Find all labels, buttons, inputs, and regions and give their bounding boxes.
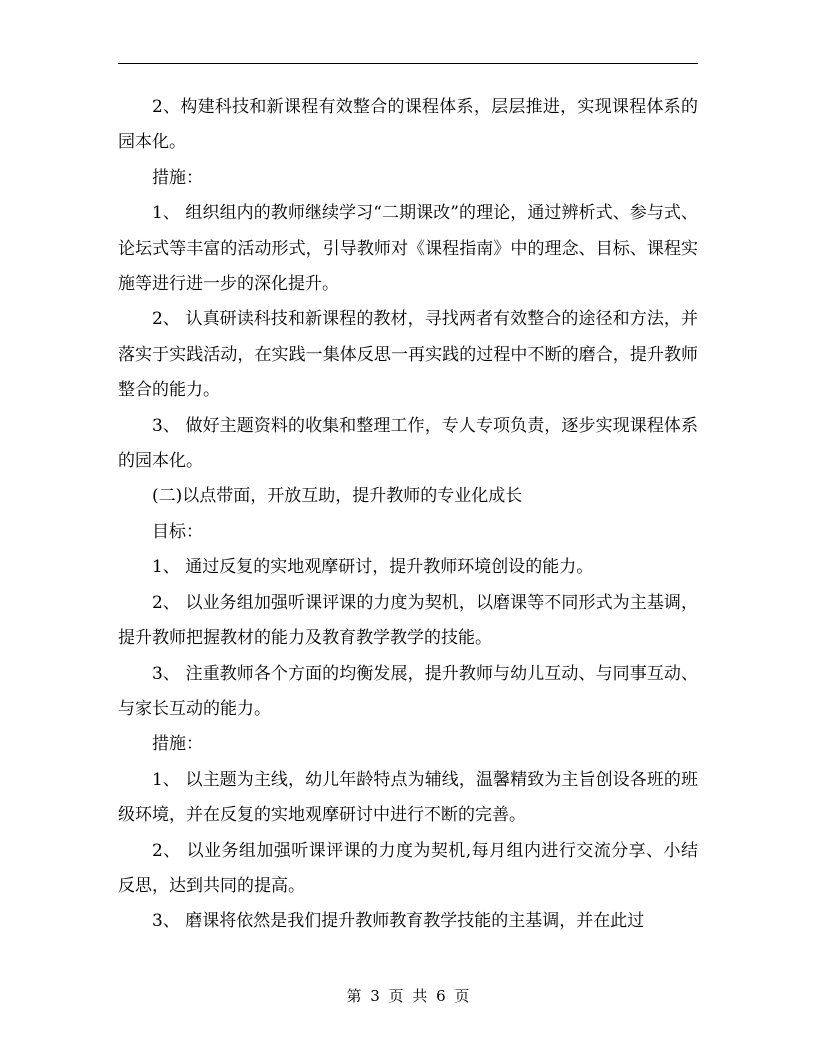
paragraph: 措施： bbox=[152, 167, 203, 188]
paragraph: 3、 磨课将依然是我们提升教师教育教学技能的主基调，并在此过 bbox=[152, 911, 645, 932]
section-heading: (二)以点带面，开放互助，提升教师的专业化成长 bbox=[152, 486, 523, 507]
paragraph: 1、 组织组内的教师继续学习“二期课改”的理论，通过辨析式、参与式、论坛式等丰富的活动形式，引导教师对《课程指南》中的理念、目标、课程实施等进行进一步的深化提升。 bbox=[118, 203, 698, 295]
paragraph: 2、 以业务组加强听课评课的力度为契机，以磨课等不同形式为主基调，提升教师把握教材的能力及教育教学教学的技能。 bbox=[118, 592, 698, 649]
paragraph: 1、 以主题为主线，幼儿年龄特点为辅线，温馨精致为主旨创设各班的班级环境，并在反复的实地观摩研讨中进行不断的完善。 bbox=[118, 769, 698, 826]
paragraph: 措施： bbox=[152, 734, 203, 755]
header-rule bbox=[118, 63, 698, 64]
paragraph: 目标： bbox=[152, 521, 203, 542]
document-body bbox=[118, 90, 698, 940]
paragraph: 2、 以业务组加强听课评课的力度为契机,每月组内进行交流分享、小结反思，达到共同的提高。 bbox=[118, 840, 698, 896]
paragraph: 2、 认真研读科技和新课程的教材，寻找两者有效整合的途径和方法，并落实于实践活动，在实践一集体反思一再实践的过程中不断的磨合，提升教师整合的能力。 bbox=[118, 309, 698, 401]
page-number-footer: 第 3 页 共 6 页 bbox=[346, 987, 470, 1005]
paragraph: 1、 通过反复的实地观摩研讨，提升教师环境创设的能力。 bbox=[152, 557, 594, 578]
paragraph: 3、 注重教师各个方面的均衡发展，提升教师与幼儿互动、与同事互动、与家长互动的能力。 bbox=[118, 663, 698, 719]
paragraph: 3、 做好主题资料的收集和整理工作，专人专项负责，逐步实现课程体系的园本化。 bbox=[118, 415, 698, 472]
paragraph: 2、构建科技和新课程有效整合的课程体系，层层推进，实现课程体系的园本化。 bbox=[118, 97, 698, 153]
